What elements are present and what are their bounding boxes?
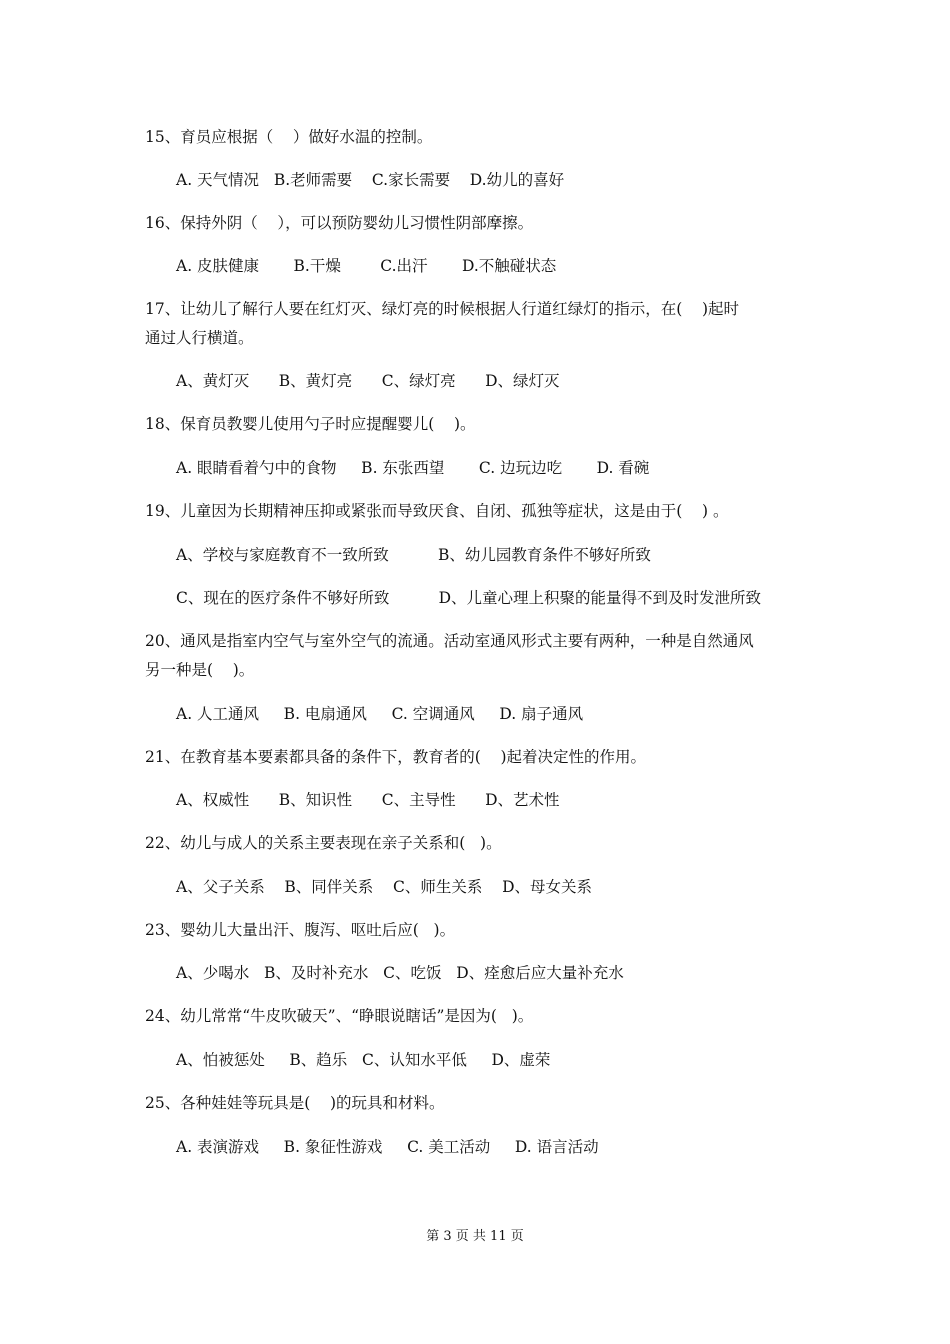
question-22-stem: 22、幼儿与成人的关系主要表现在亲子关系和( )。 <box>145 834 502 852</box>
question-15-stem: 15、育员应根据（ ）做好水温的控制。 <box>145 128 433 146</box>
question-24-stem: 24、幼儿常常“牛皮吹破天”、“睁眼说瞎话”是因为( )。 <box>145 1007 534 1025</box>
question-20-options: A. 人工通风 B. 电扇通风 C. 空调通风 D. 扇子通风 <box>176 705 584 723</box>
question-16-options: A. 皮肤健康 B.干燥 C.出汗 D.不触碰状态 <box>176 257 557 275</box>
question-19-stem: 19、儿童因为长期精神压抑或紧张而导致厌食、自闭、孤独等症状，这是由于( ) 。 <box>145 502 729 520</box>
question-16-stem: 16、保持外阴（ ），可以预防婴幼儿习惯性阴部摩擦。 <box>145 214 534 232</box>
question-23-options: A、少喝水 B、及时补充水 C、吃饭 D、痊愈后应大量补充水 <box>176 964 624 982</box>
question-17-stem-line2: 通过人行横道。 <box>145 329 254 347</box>
question-18-stem: 18、保育员教婴儿使用勺子时应提醒婴儿( )。 <box>145 415 476 433</box>
question-18-options: A. 眼睛看着勺中的食物 B. 东张西望 C. 边玩边吃 D. 看碗 <box>176 459 650 477</box>
question-23-stem: 23、婴幼儿大量出汗、腹泻、呕吐后应( )。 <box>145 921 456 939</box>
question-20-stem-line1: 20、通风是指室内空气与室外空气的流通。活动室通风形式主要有两种，一种是自然通风 <box>145 632 754 650</box>
question-22-options: A、父子关系 B、同伴关系 C、师生关系 D、母女关系 <box>176 878 592 896</box>
question-21-stem: 21、在教育基本要素都具备的条件下，教育者的( )起着决定性的作用。 <box>145 748 647 766</box>
question-19-options-line1: A、学校与家庭教育不一致所致 B、幼儿园教育条件不够好所致 <box>176 546 651 564</box>
question-24-options: A、怕被惩处 B、趋乐 C、认知水平低 D、虚荣 <box>176 1051 551 1069</box>
question-25-options: A. 表演游戏 B. 象征性游戏 C. 美工活动 D. 语言活动 <box>176 1138 599 1156</box>
question-15-options: A. 天气情况 B.老师需要 C.家长需要 D.幼儿的喜好 <box>176 171 565 189</box>
question-17-options: A、黄灯灭 B、黄灯亮 C、绿灯亮 D、绿灯灭 <box>176 372 560 390</box>
question-25-stem: 25、各种娃娃等玩具是( )的玩具和材料。 <box>145 1094 445 1112</box>
question-20-stem-line2: 另一种是( )。 <box>145 661 255 679</box>
question-17-stem-line1: 17、让幼儿了解行人要在红灯灭、绿灯亮的时候根据人行道红绿灯的指示，在( )起时 <box>145 300 740 318</box>
question-21-options: A、权威性 B、知识性 C、主导性 D、艺术性 <box>176 791 560 809</box>
page-number-footer: 第 3 页 共 11 页 <box>426 1229 524 1244</box>
question-19-options-line2: C、现在的医疗条件不够好所致 D、儿童心理上积聚的能量得不到及时发泄所致 <box>176 589 762 607</box>
